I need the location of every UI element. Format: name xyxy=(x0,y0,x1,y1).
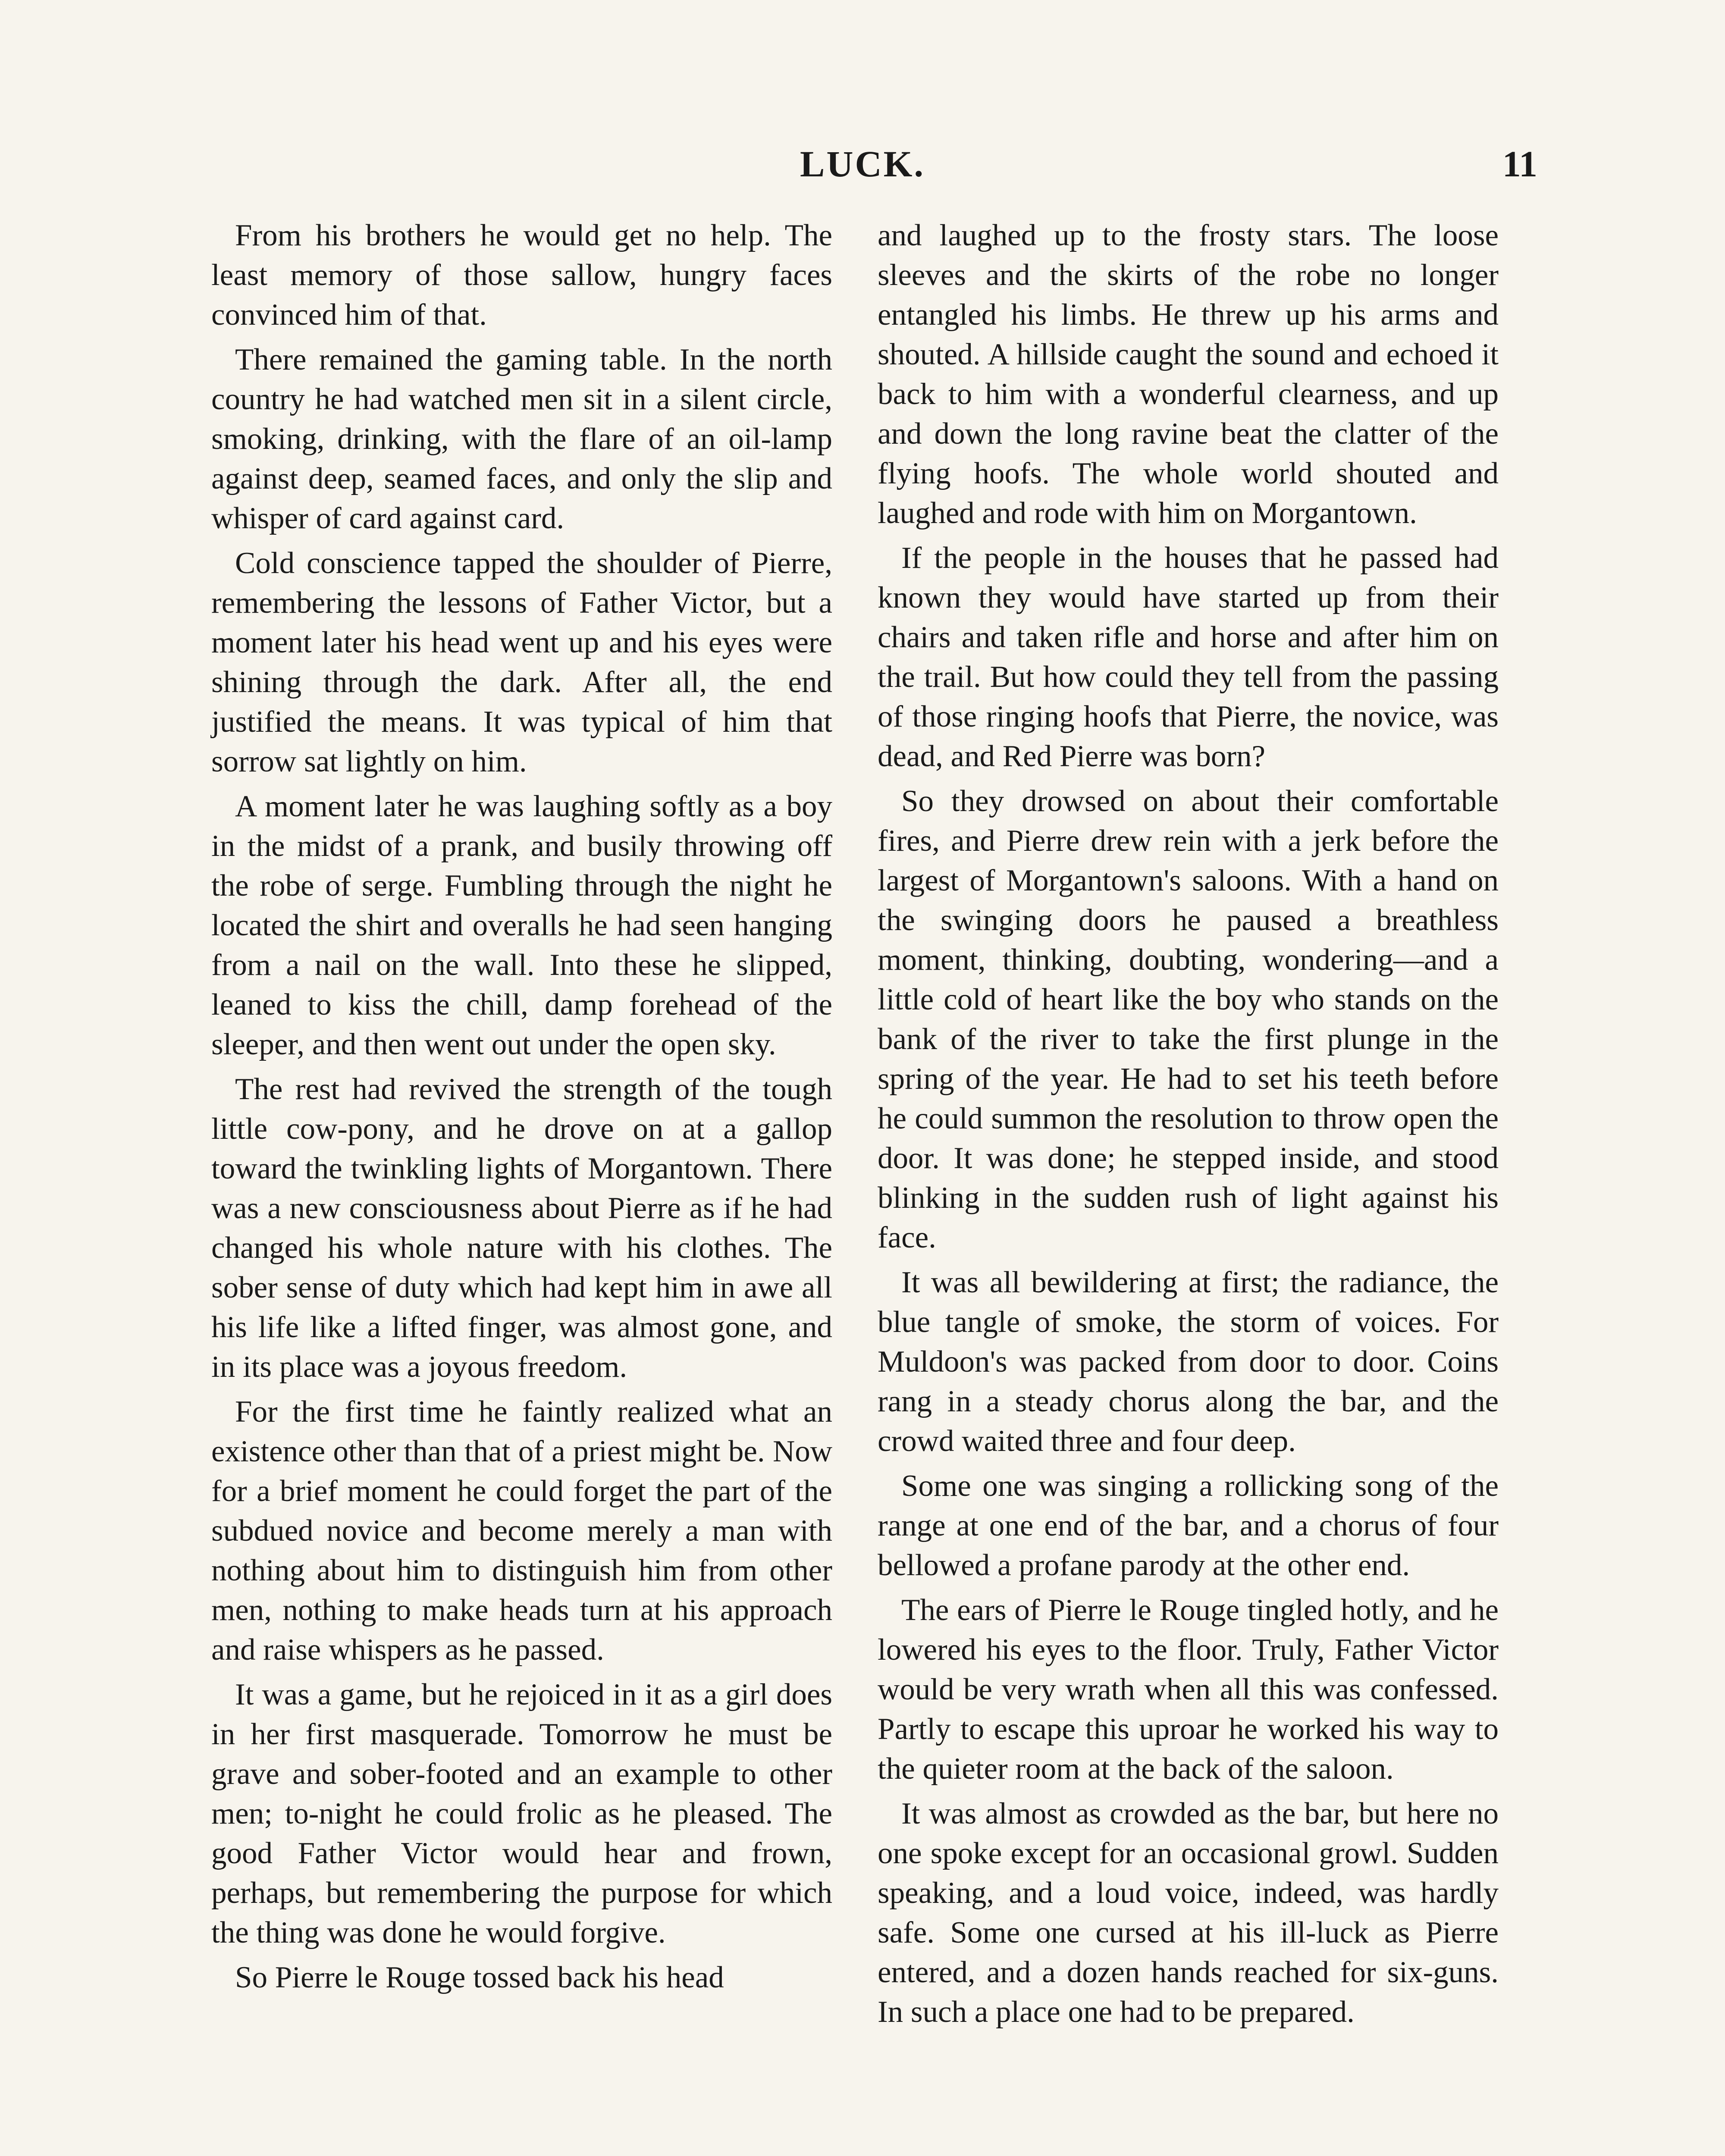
paragraph: If the people in the houses that he passed had known they would have started up from their chairs and taken rifle and horse and after him on the trail. But how could they tell from the passing of those ringing hoofs that Pierre, the novice, was dead, and Red Pierre was born? xyxy=(878,541,1499,773)
paragraph: The rest had revived the strength of the tough little cow-pony, and he drove on at a gallop toward the twinkling lights of Morgantown. There was a new consciousness about Pierre as if he had changed his whole nature with his clothes. The sober sense of duty which had kept him in awe all his life like a lifted finger, was almost gone, and in its place was a joyous freedom. xyxy=(211,1072,832,1384)
right-column xyxy=(878,216,1499,2037)
paragraph: Cold conscience tapped the shoulder of Pierre, remembering the lessons of Father Victor, but a moment later his head went up and his eyes were shining through the dark. After all, the end justified the means. It was typical of him that sorrow sat lightly on him. xyxy=(211,546,832,778)
paragraph: For the first time he faintly realized what an existence other than that of a priest might be. Now for a brief moment he could forget the part of the subdued novice and become merely a man with nothing about him to distinguish him from other men, nothing to make heads turn at his approach and raise whispers as he passed. xyxy=(211,1395,832,1667)
paragraph: The ears of Pierre le Rouge tingled hotly, and he lowered his eyes to the floor. Truly, Father Victor would be very wrath when all this was confessed. Partly to escape this uproar he worked his way to the quieter room at the back of the saloon. xyxy=(878,1593,1499,1786)
paragraph: A moment later he was laughing softly as a boy in the midst of a prank, and busily throwing off the robe of serge. Fumbling through the night he located the shirt and overalls he had seen hanging from a nail on the wall. Into these he slipped, leaned to kiss the chill, damp forehead of the sleeper, and then went out under the open sky. xyxy=(211,790,832,1061)
left-column xyxy=(211,216,832,2002)
paragraph-continuation: and laughed up to the frosty stars. The loose sleeves and the skirts of the robe no longer entangled his limbs. He threw up his arms and shouted. A hillside caught the sound and echoed it back to him with a wonderful clearness, and up and down the long ravine beat the clatter of the flying hoofs. The whole world shouted and laughed and rode with him on Morgantown. xyxy=(878,219,1499,530)
running-head xyxy=(0,142,1725,194)
paragraph: There remained the gaming table. In the north country he had watched men sit in a silent circle, smoking, drinking, with the flare of an oil-lamp against deep, seamed faces, and only the slip and whisper of card against card. xyxy=(211,343,832,535)
paragraph: Some one was singing a rollicking song of the range at one end of the bar, and a chorus of four bellowed a profane parody at the other end. xyxy=(878,1469,1499,1582)
chapter-title: LUCK. xyxy=(800,143,925,185)
page-number: 11 xyxy=(1502,143,1537,185)
paragraph: So they drowsed on about their comfortable fires, and Pierre drew rein with a jerk before the largest of Morgantown's saloons. With a hand on the swinging doors he paused a breathless moment, thinking, doubting, wondering—and a little cold of heart like the boy who stands on the bank of the river to take the first plunge in the spring of the year. He had to set his teeth before he could summon the resolution to throw open the door. It was done; he stepped inside, and stood blinking in the sudden rush of light against his face. xyxy=(878,784,1499,1254)
paragraph: So Pierre le Rouge tossed back his head xyxy=(235,1961,724,1994)
paragraph: It was all bewildering at first; the radiance, the blue tangle of smoke, the storm of voices. For Muldoon's was packed from door to door. Coins rang in a steady chorus along the bar, and the crowd waited three and four deep. xyxy=(878,1266,1499,1458)
paragraph: It was a game, but he rejoiced in it as a girl does in her first masquerade. Tomorrow he must be grave and sober-footed and an example to other men; to-night he could frolic as he pleased. The good Father Victor would hear and frown, perhaps, but remembering the purpose for which the thing was done he would forgive. xyxy=(211,1678,832,1949)
paragraph: It was almost as crowded as the bar, but here no one spoke except for an occasional growl. Sudden speaking, and a loud voice, indeed, was hardly safe. Some one cursed at his ill-luck as Pierre entered, and a dozen hands reached for six-guns. In such a place one had to be prepared. xyxy=(878,1797,1499,2029)
paragraph: From his brothers he would get no help. The least memory of those sallow, hungry faces convinced him of that. xyxy=(211,219,832,332)
